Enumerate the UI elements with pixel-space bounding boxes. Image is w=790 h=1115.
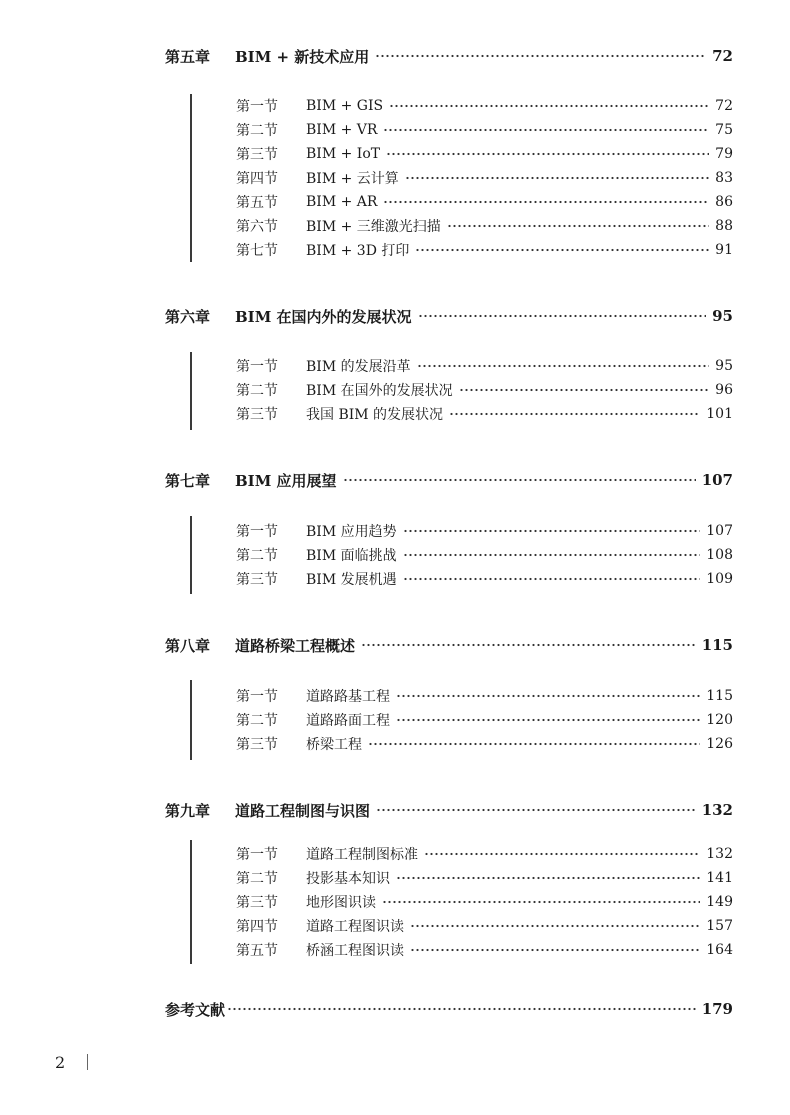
dot-leader: [343, 476, 696, 484]
section-number: 第三节: [236, 407, 278, 423]
chapter-page-number: 72: [712, 47, 733, 65]
section-page-number: 141: [706, 870, 733, 886]
section-title: BIM + 三维激光扫描: [306, 219, 441, 235]
toc-section-entry[interactable]: [236, 543, 733, 567]
dot-leader: [368, 740, 700, 748]
section-number: 第一节: [236, 99, 278, 115]
toc-section-entry[interactable]: [236, 938, 733, 962]
dot-leader: [403, 551, 701, 559]
section-page-number: 115: [706, 688, 733, 704]
section-number: 第二节: [236, 871, 278, 887]
section-title: BIM + IoT: [306, 146, 381, 162]
chapter-title: 道路桥梁工程概述: [235, 636, 356, 655]
toc-chapter-entry[interactable]: [165, 633, 733, 657]
section-bracket-line: [190, 352, 192, 430]
section-title: 道路路基工程: [306, 689, 390, 705]
section-number: 第四节: [236, 919, 278, 935]
dot-leader: [376, 806, 696, 814]
section-number: 第三节: [236, 737, 278, 753]
toc-section-entry[interactable]: [236, 708, 733, 732]
dot-leader: [396, 874, 700, 882]
section-title: 投影基本知识: [306, 871, 390, 887]
section-number: 第二节: [236, 713, 278, 729]
dot-leader: [396, 716, 700, 724]
toc-section-entry[interactable]: [236, 190, 733, 214]
section-title: BIM + VR: [306, 122, 378, 138]
dot-leader: [410, 946, 700, 954]
section-title: 道路工程图识读: [306, 919, 404, 935]
toc-section-entry[interactable]: [236, 842, 733, 866]
dot-leader: [396, 692, 700, 700]
section-number: 第二节: [236, 123, 278, 139]
dot-leader: [361, 641, 696, 649]
section-title: BIM 在国外的发展状况: [306, 383, 453, 399]
toc-section-entry[interactable]: [236, 890, 733, 914]
toc-section-entry[interactable]: [236, 214, 733, 238]
chapter-page-number: 107: [701, 471, 733, 489]
section-title: 道路工程制图标准: [306, 847, 418, 863]
section-title: BIM + 3D 打印: [306, 243, 410, 259]
dot-leader: [389, 102, 709, 110]
toc-section-entry[interactable]: [236, 142, 733, 166]
section-number: 第一节: [236, 524, 278, 540]
dot-leader: [424, 850, 700, 858]
toc-section-entry[interactable]: [236, 118, 733, 142]
chapter-title: 道路工程制图与识图: [235, 801, 371, 820]
dot-leader: [403, 527, 701, 535]
page-footer: [55, 1050, 88, 1074]
dot-leader: [418, 312, 707, 320]
toc-section-entry[interactable]: [236, 866, 733, 890]
chapter-number: 第五章: [165, 47, 211, 66]
references-title: 参考文献: [165, 1000, 226, 1019]
references-page-number: 179: [701, 1000, 733, 1018]
chapter-title: BIM + 新技术应用: [235, 47, 370, 66]
chapter-title: BIM 在国内外的发展状况: [235, 307, 412, 326]
chapter-number: 第九章: [165, 801, 211, 820]
section-number: 第一节: [236, 689, 278, 705]
chapter-page-number: 115: [701, 636, 733, 654]
toc-references-entry[interactable]: [165, 997, 733, 1021]
section-page-number: 149: [706, 894, 733, 910]
section-page-number: 126: [706, 736, 733, 752]
section-page-number: 164: [706, 942, 733, 958]
section-number: 第二节: [236, 548, 278, 564]
section-title: 地形图识读: [306, 895, 376, 911]
section-page-number: 120: [706, 712, 733, 728]
chapter-number: 第六章: [165, 307, 211, 326]
toc-chapter-entry[interactable]: [165, 468, 733, 492]
dot-leader: [417, 362, 710, 370]
toc-chapter-entry[interactable]: [165, 304, 733, 328]
section-number: 第四节: [236, 171, 278, 187]
toc-section-entry[interactable]: [236, 94, 733, 118]
toc-section-entry[interactable]: [236, 519, 733, 543]
dot-leader: [405, 174, 709, 182]
section-page-number: 83: [715, 170, 733, 186]
section-number: 第三节: [236, 895, 278, 911]
section-page-number: 75: [715, 122, 733, 138]
section-page-number: 91: [715, 242, 733, 258]
dot-leader: [383, 198, 709, 206]
section-page-number: 108: [706, 547, 733, 563]
section-number: 第三节: [236, 572, 278, 588]
toc-section-entry[interactable]: [236, 914, 733, 938]
section-number: 第七节: [236, 243, 278, 259]
chapter-page-number: 95: [712, 307, 733, 325]
section-bracket-line: [190, 840, 192, 964]
section-page-number: 79: [715, 146, 733, 162]
section-title: BIM + GIS: [306, 98, 384, 114]
dot-leader: [227, 1005, 696, 1013]
section-number: 第五节: [236, 943, 278, 959]
section-title: 桥梁工程: [306, 737, 362, 753]
section-page-number: 96: [715, 382, 733, 398]
section-title: 桥涵工程图识读: [306, 943, 404, 959]
toc-section-entry[interactable]: [236, 684, 733, 708]
chapter-number: 第七章: [165, 471, 211, 490]
section-number: 第一节: [236, 359, 278, 375]
section-title: BIM 的发展沿革: [306, 359, 411, 375]
section-bracket-line: [190, 94, 192, 262]
section-page-number: 107: [706, 523, 733, 539]
toc-section-entry[interactable]: [236, 166, 733, 190]
section-title: BIM 面临挑战: [306, 548, 397, 564]
dot-leader: [459, 386, 710, 394]
dot-leader: [403, 575, 701, 583]
dot-leader: [449, 410, 700, 418]
dot-leader: [415, 246, 709, 254]
toc-chapter-entry[interactable]: [165, 44, 733, 68]
section-number: 第一节: [236, 847, 278, 863]
section-page-number: 132: [706, 846, 733, 862]
toc-section-entry[interactable]: [236, 567, 733, 591]
dot-leader: [447, 222, 709, 230]
toc-section-entry[interactable]: [236, 732, 733, 756]
section-page-number: 95: [715, 358, 733, 374]
toc-section-entry[interactable]: [236, 238, 733, 262]
toc-section-entry[interactable]: [236, 354, 733, 378]
section-number: 第五节: [236, 195, 278, 211]
toc-section-entry[interactable]: [236, 402, 733, 426]
section-number: 第二节: [236, 383, 278, 399]
section-page-number: 72: [715, 98, 733, 114]
chapter-page-number: 132: [701, 801, 733, 819]
section-number: 第六节: [236, 219, 278, 235]
section-page-number: 88: [715, 218, 733, 234]
dot-leader: [410, 922, 700, 930]
chapter-title: BIM 应用展望: [235, 471, 337, 490]
dot-leader: [375, 52, 706, 60]
section-title: BIM + 云计算: [306, 171, 399, 187]
section-page-number: 101: [706, 406, 733, 422]
section-title: 我国 BIM 的发展状况: [306, 407, 444, 423]
section-title: BIM + AR: [306, 194, 378, 210]
page-number: 2: [55, 1052, 66, 1072]
dot-leader: [386, 150, 709, 158]
dot-leader: [382, 898, 700, 906]
dot-leader: [383, 126, 709, 134]
section-title: 道路路面工程: [306, 713, 390, 729]
section-bracket-line: [190, 516, 192, 594]
section-title: BIM 应用趋势: [306, 524, 397, 540]
section-page-number: 86: [715, 194, 733, 210]
toc-section-entry[interactable]: [236, 378, 733, 402]
section-page-number: 157: [706, 918, 733, 934]
toc-chapter-entry[interactable]: [165, 798, 733, 822]
section-number: 第三节: [236, 147, 278, 163]
section-bracket-line: [190, 680, 192, 760]
footer-divider: [87, 1054, 88, 1070]
chapter-number: 第八章: [165, 636, 211, 655]
section-title: BIM 发展机遇: [306, 572, 397, 588]
section-page-number: 109: [706, 571, 733, 587]
